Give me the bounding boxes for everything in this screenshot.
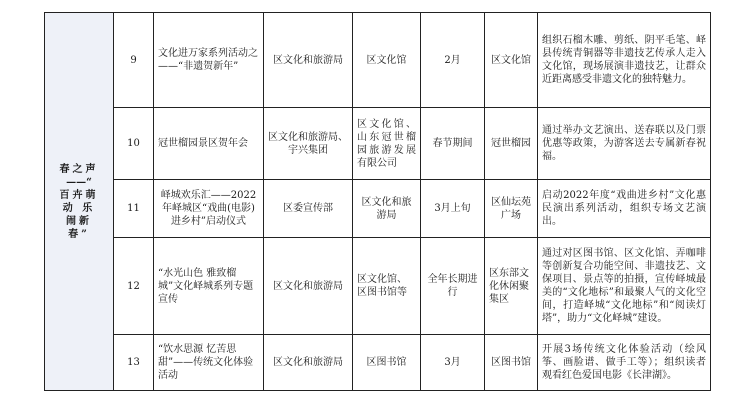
executor: 区文化馆、山东冠世榴园旅游发展有限公司 [353, 108, 421, 180]
section-label-line: 百卉萌 [59, 189, 99, 201]
time: 春节期间 [421, 108, 485, 180]
executor: 区文化馆 [353, 13, 421, 108]
section-label [45, 13, 114, 391]
table-row [45, 180, 711, 238]
content: 组织石榴木雕、剪纸、阴平毛笔、峄县传统青铜器等非遗技艺传承人走入文化馆，现场展演非遗技艺，让群众近距离感受非遗文化的独特魅力。 [538, 13, 711, 108]
content: 通过对区图书馆、区文化馆、弄咖啡等创新复合功能空间、非遗技艺、文保项目、景点等的拍摄，宣传峄城最美的“文化地标”和最聚人气的文化空间，打造峄城“文化地标”和“阅读灯塔”，助力“文化峄城”建设。 [538, 238, 711, 335]
executor: 区图书馆 [353, 335, 421, 391]
time: 全年长期进行 [421, 238, 485, 335]
row-number: 9 [114, 13, 154, 108]
activity-name: “水光山色 雅致榴城”文化峄城系列专题宣传 [154, 238, 264, 335]
table-row [45, 108, 711, 180]
time: 3月上旬 [421, 180, 485, 238]
content: 启动2022年度“戏曲进乡村”文化惠民演出系列活动，组织专场文艺演出。 [538, 180, 711, 238]
place: 区东部文化休闲聚集区 [485, 238, 538, 335]
executor: 区文化馆、区图书馆等 [353, 238, 421, 335]
activity-name: 文化进万家系列活动之——“非遗贺新年” [154, 13, 264, 108]
content: 开展3场传统文化体验活动（绘风筝、画脸谱、做手工等）；组织读者观看红色爱国电影《长津湖》。 [538, 335, 711, 391]
place: 区仙坛苑广场 [485, 180, 538, 238]
events-table [44, 12, 711, 391]
organizer: 区文化和旅游局 [264, 335, 353, 391]
content: 通过举办文艺演出、送春联以及门票优惠等政策，为游客送去专属新春祝福。 [538, 108, 711, 180]
section-label-line: ——“ [66, 176, 92, 188]
row-number: 13 [114, 335, 154, 391]
row-number: 11 [114, 180, 154, 238]
executor: 区文化和旅游局 [353, 180, 421, 238]
activity-name: 冠世榴园景区贺年会 [154, 108, 264, 180]
organizer: 区文化和旅游局 [264, 13, 353, 108]
row-number: 12 [114, 238, 154, 335]
section-label-line: 春” [68, 228, 90, 240]
organizer: 区委宣传部 [264, 180, 353, 238]
place: 冠世榴园 [485, 108, 538, 180]
section-label-line: 闹新 [66, 215, 92, 227]
row-number: 10 [114, 108, 154, 180]
table-row [45, 238, 711, 335]
section-label-line: 春之声 [59, 163, 99, 175]
section-label-line: 动 乐 [62, 202, 96, 214]
place: 区文化馆 [485, 13, 538, 108]
time: 3月 [421, 335, 485, 391]
table-row [45, 335, 711, 391]
organizer: 区文化和旅游局、宇兴集团 [264, 108, 353, 180]
activity-name: 峄城欢乐汇——2022年峄城区“戏曲(电影)进乡村”启动仪式 [154, 180, 264, 238]
organizer: 区文化和旅游局 [264, 238, 353, 335]
activity-name: “饮水思源 忆苦思甜”——传统文化体验活动 [154, 335, 264, 391]
place: 区图书馆 [485, 335, 538, 391]
table-row [45, 13, 711, 108]
time: 2月 [421, 13, 485, 108]
